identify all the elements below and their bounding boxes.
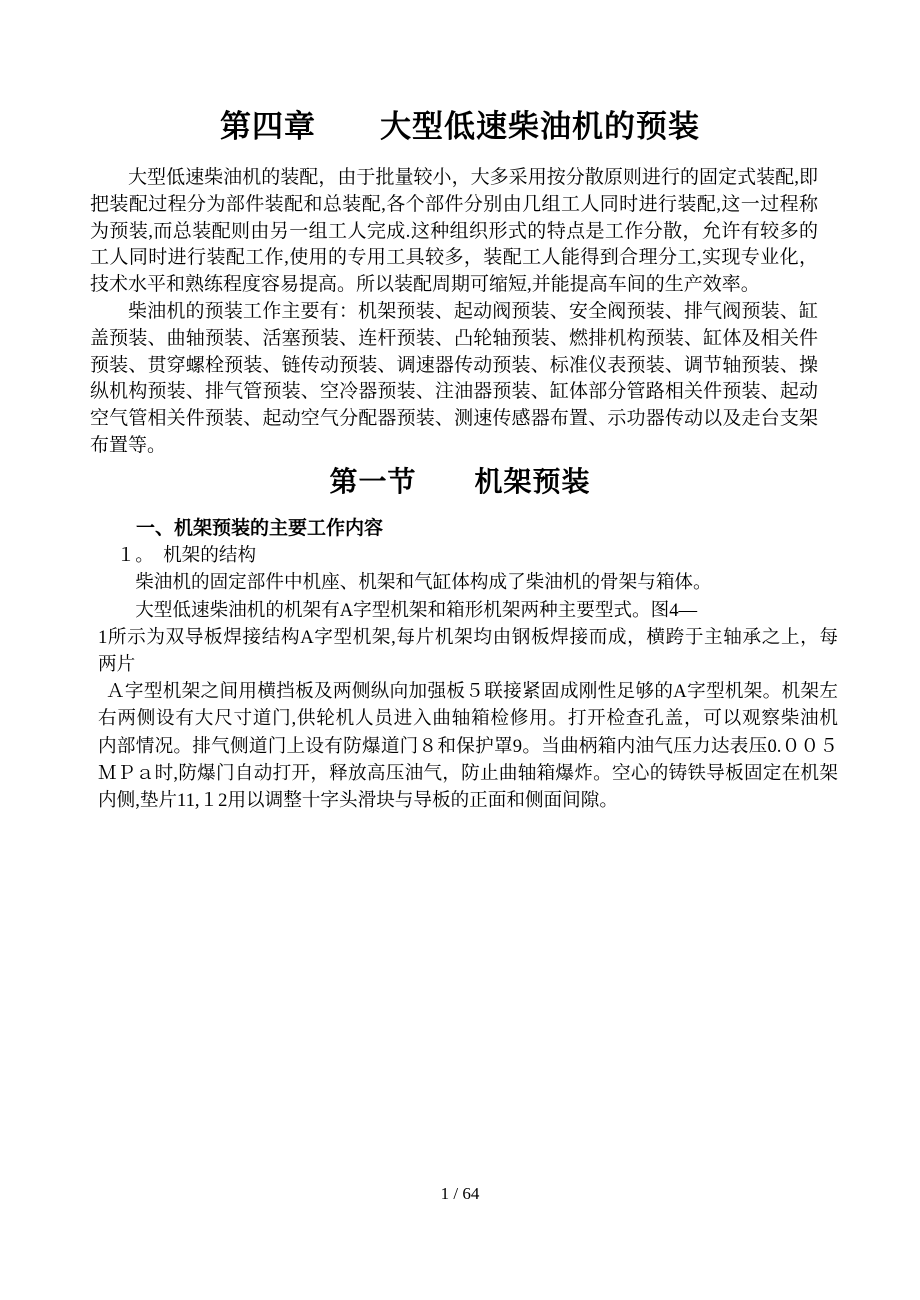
intro-paragraphs <box>90 165 818 460</box>
text-line: 一、机架预装的主要工作内容 <box>136 518 384 539</box>
text-line: 大型低速柴油机的装配，由于批量较小，大多采用按分散原则进行的固定式装配,即 <box>128 167 818 188</box>
text-line: 纵机构预装、排气管预装、空冷器预装、注油器预装、缸体部分管路相关件预装、起动 <box>90 381 818 403</box>
text-line: 柴油机的固定部件中机座、机架和气缸体构成了柴油机的骨架与箱体。 <box>135 572 712 594</box>
text-line: 内侧,垫片11,１2用以调整十字头滑块与导板的正面和侧面间隙。 <box>98 789 618 811</box>
text-line: 技术水平和熟练程度容易提高。所以装配周期可缩短,并能提高车间的生产效率。 <box>90 274 760 296</box>
text-line: Ａ字型机架之间用横挡板及两侧纵向加强板５联接紧固成刚性足够的A字型机架。机架左 <box>106 681 838 703</box>
text-line: 大型低速柴油机的机架有A字型机架和箱形机架两种主要型式。图4— <box>135 599 698 621</box>
text-line: 两片 <box>98 653 136 675</box>
text-line: 柴油机的预装工作主要有：机架预装、起动阀预装、安全阀预装、排气阀预装、缸 <box>128 300 818 322</box>
chapter-title: 第四章 大型低速柴油机的预装 <box>220 109 700 144</box>
text-line: 工人同时进行装配工作,使用的专用工具较多，装配工人能得到合理分工,实现专业化， <box>90 247 818 269</box>
page-number: 1 / 64 <box>440 1184 480 1203</box>
section-body <box>98 515 838 814</box>
text-line: 盖预装、曲轴预装、活塞预装、连杆预装、凸轮轴预装、燃排机构预装、缸体及相关件 <box>90 327 818 349</box>
text-line: 空气管相关件预装、起动空气分配器预装、测速传感器布置、示功器传动以及走台支架 <box>90 408 818 430</box>
text-line: 把装配过程分为部件装配和总装配,各个部件分别由几组工人同时进行装配,这一过程称 <box>90 193 818 215</box>
text-line: 右两侧设有大尺寸道门,供轮机人员进入曲轴箱检修用。打开检查孔盖，可以观察柴油机 <box>98 708 838 730</box>
section-title: 第一节 机架预装 <box>329 466 591 497</box>
text-line: １。 机架的结构 <box>116 545 257 567</box>
text-line: 布置等。 <box>90 434 167 456</box>
text-line: 1所示为双导板焊接结构A字型机架,每片机架均由钢板焊接而成，横跨于主轴承之上，每 <box>98 626 838 648</box>
text-line: 预装、贯穿螺栓预装、链传动预装、调速器传动预装、标准仪表预装、调节轴预装、操 <box>90 354 818 376</box>
text-line: 为预装,而总装配则由另一组工人完成.这种组织形式的特点是工作分散，允许有较多的 <box>90 220 818 242</box>
text-line: ＭＰａ时,防爆门自动打开，释放高压油气，防止曲轴箱爆炸。空心的铸铁导板固定在机架 <box>98 762 838 784</box>
text-line: 内部情况。排气侧道门上设有防爆道门８和保护罩9。当曲柄箱内油气压力达表压0.００５ <box>98 735 838 757</box>
